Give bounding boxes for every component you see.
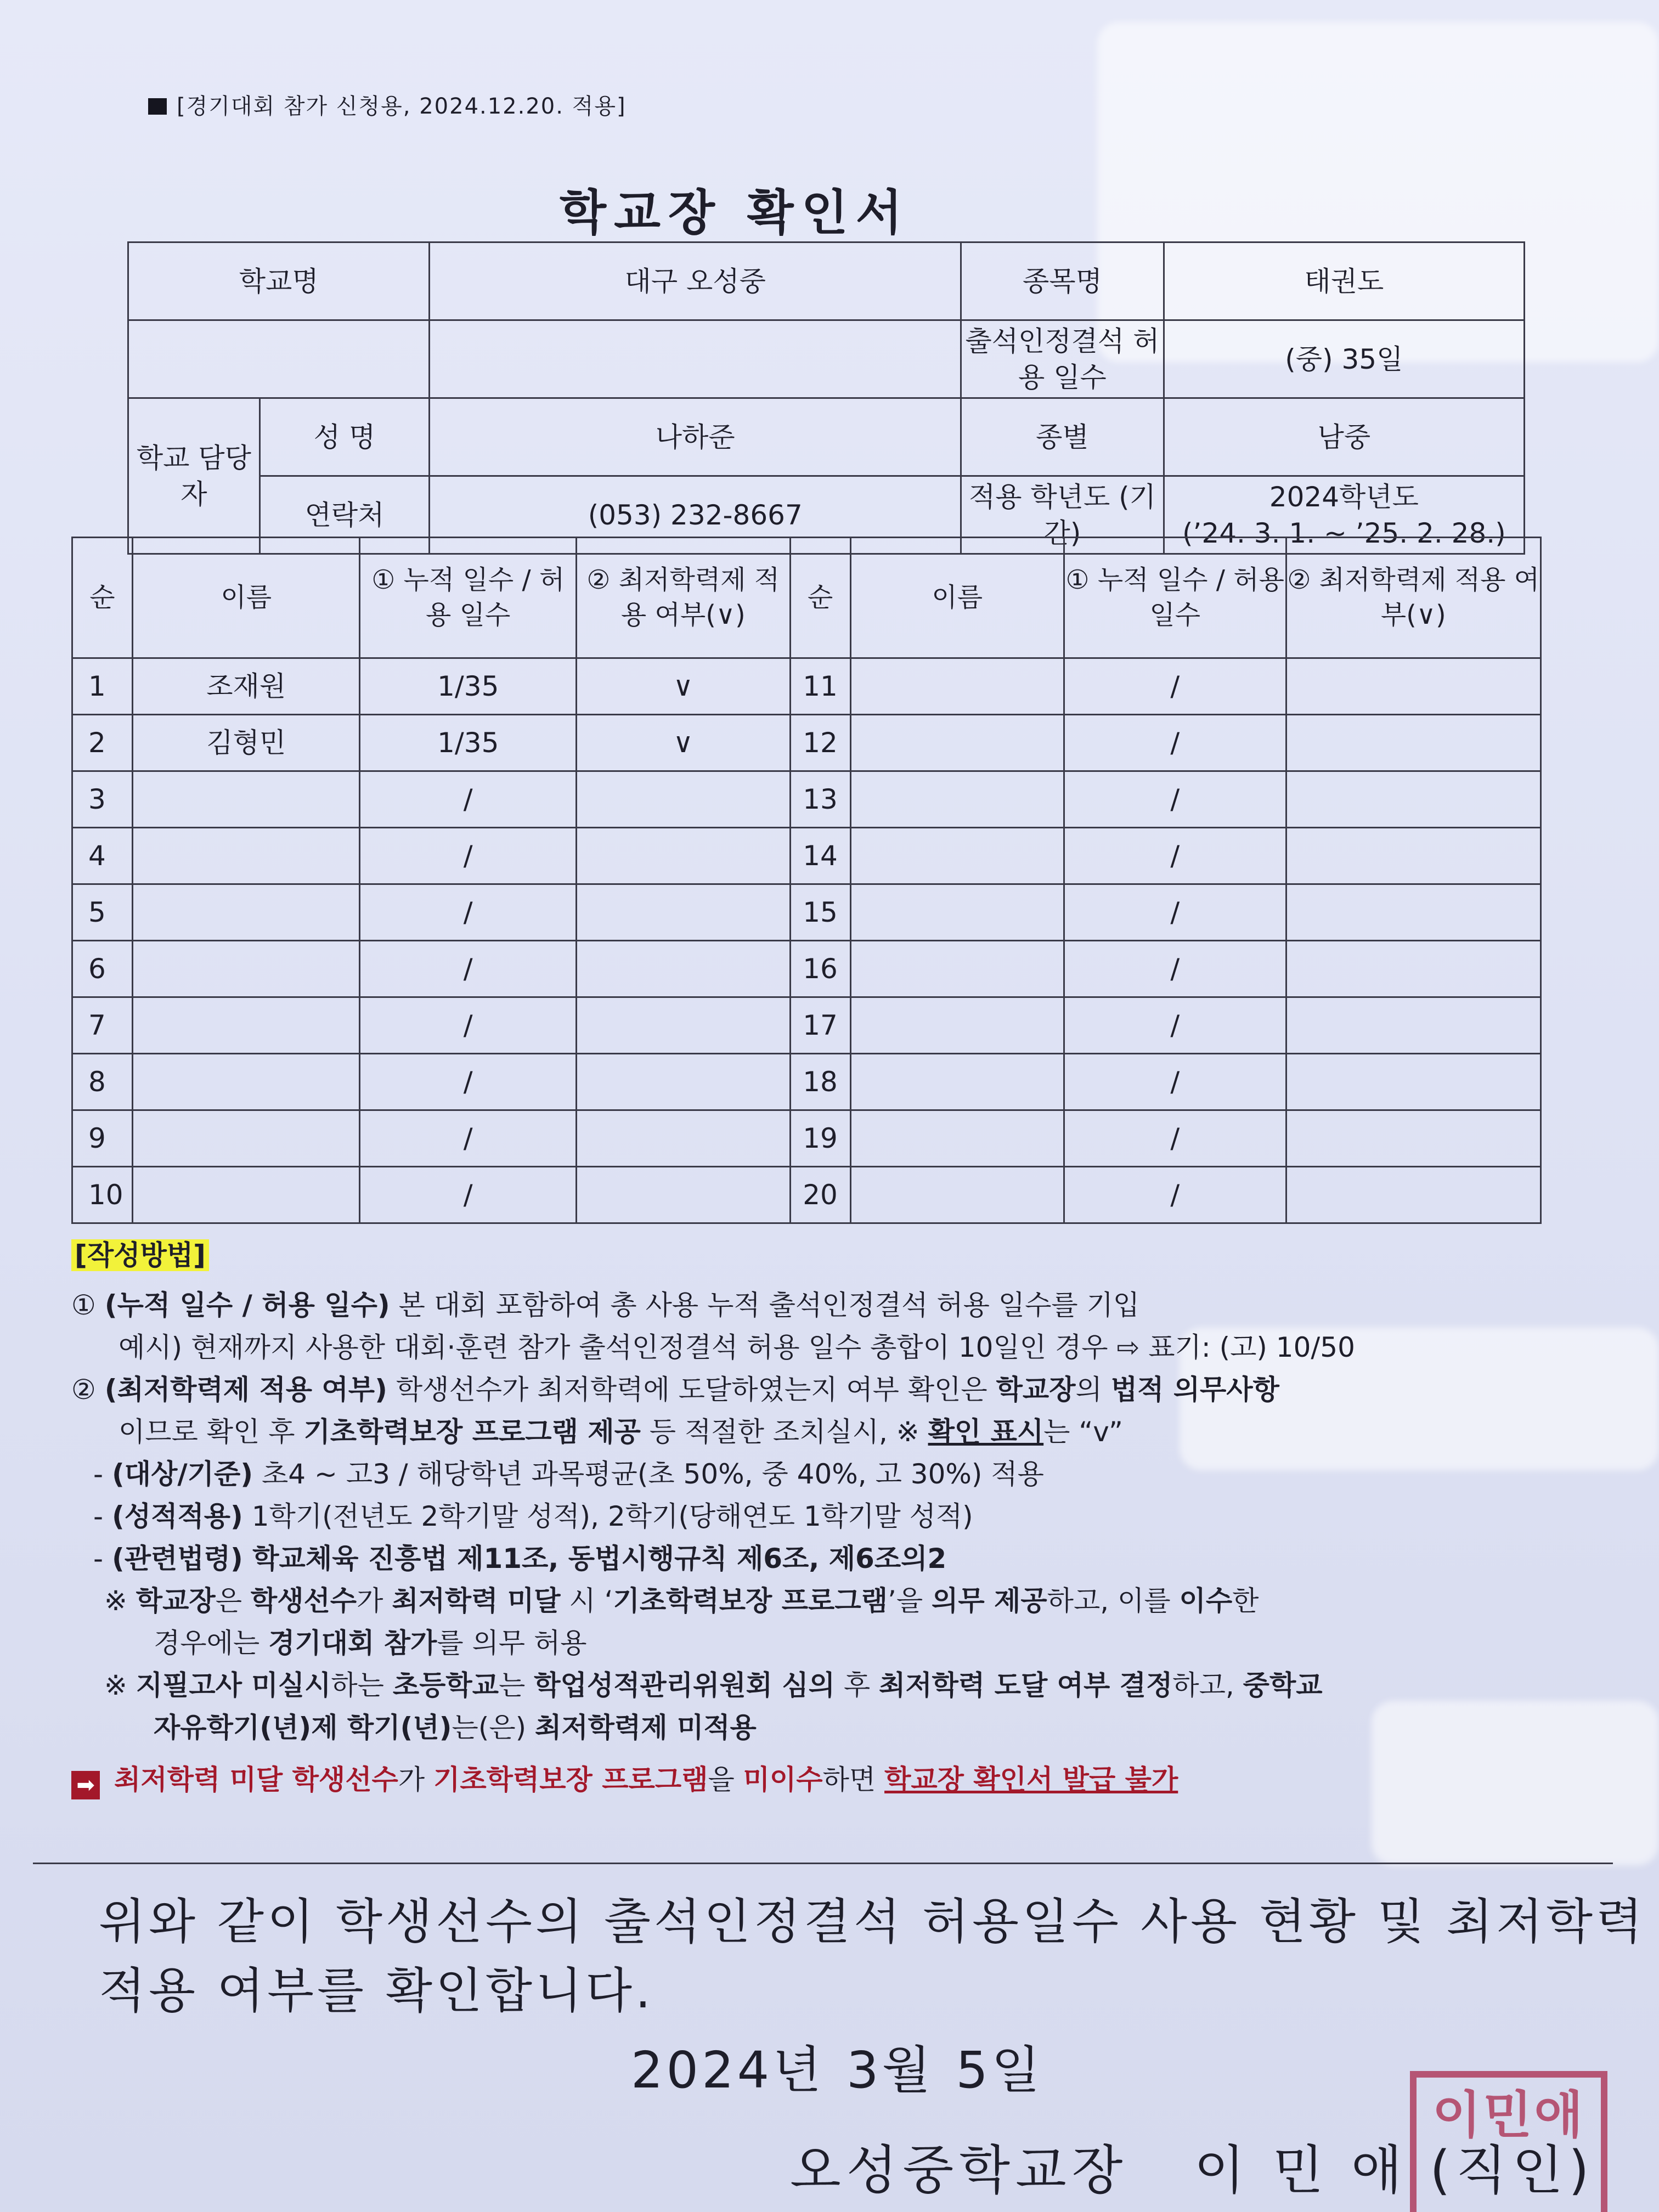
guide-text: 은 xyxy=(215,1585,251,1617)
warning-bold: 기초학력보장 프로그램 xyxy=(433,1764,708,1796)
official-seal-icon: 이민애 xyxy=(1410,2071,1607,2212)
guide-bold: 초등학교 xyxy=(392,1669,499,1701)
guide-text: 1학기(전년도 2학기말 성적), 2학기(당해연도 1학기말 성적) xyxy=(242,1500,973,1532)
cell-no: 14 xyxy=(790,828,850,884)
cell-no: 8 xyxy=(72,1054,133,1110)
col-header-name: 이름 xyxy=(850,538,1064,658)
signer-name: 이 민 애 xyxy=(1194,2140,1408,2201)
warning-line xyxy=(71,1759,1596,1801)
cell-days: / xyxy=(1064,941,1286,997)
col-header-min: ② 최저학력제 적용 여부(∨) xyxy=(577,538,791,658)
cell-min xyxy=(1286,884,1541,941)
gender-value: 남중 xyxy=(1164,398,1524,476)
cell-min: ∨ xyxy=(577,715,791,771)
confirmation-statement xyxy=(99,1887,1646,2025)
cell-no: 15 xyxy=(790,884,850,941)
guide-bold: 이수 xyxy=(1179,1585,1233,1617)
guide-bold: 학업성적관리위원회 심의 xyxy=(534,1669,835,1701)
guide-bold: 경기대회 참가 xyxy=(268,1627,437,1659)
table-row xyxy=(72,941,1541,997)
cell-no: 20 xyxy=(790,1167,850,1223)
col-header-min: ② 최저학력제 적용 여부(∨) xyxy=(1286,538,1541,658)
col-header-days: ① 누적 일수 / 허용 일수 xyxy=(360,538,577,658)
warning-bold: 학교장 확인서 발급 불가 xyxy=(884,1764,1178,1796)
year-text: 2024학년도 xyxy=(1269,481,1419,513)
cell-min xyxy=(577,828,791,884)
table-row xyxy=(72,828,1541,884)
warning-text: 하면 xyxy=(822,1764,885,1796)
writing-guide: [작성방법] ① (누적 일수 / 허용 일수) 본 대회 포함하여 총 사용 누적 출석인정결석 허용 일수를 기입 예시) 현재까지 사용한 대회·훈련 참가 출석인정결석 허용 일수 총합이 10일인 경우 ⇨ 표기: (고) 10/50 ② (최저학력제 적용 여부) 학생선수가 최저학력에 도달하였는지 여부 확인은 학교장의 법적 의무사항 이므로 확인 후 기초학력보장 프로그램 제공 등 적절한 조치실시, ※ 확인 표시는 “v” - (대상/기준) 초4 ~ 고3 / 해당학년 과목평균(초 50%, 중 40%, 고 30%) 적용 - (성적적용) 1학기(전년도 2학기말 성적), 2학기(당해연도 1학기말 성적) - (관련법령) 학교체육 진흥법 제11조, 동법시행규칙 제6조, 제6조의2 ※ 학교장은 학생선수가 최저학력 미달 시 ‘기초학력보장 프로그램’을 의무 제공하고, 이를 이수한 경우에는 경기대회 참가를 의무 허용 ※ 지필고사 미실시하는 초등학교는 학업성적관리위원회 심의 후 최저학력 도달 여부 결정하고, 중학교 자유학기(년)제 학기(년)는(은) 최저학력제 미적용 ➡ 최저학력 미달 학생선수가 기초학력보장 프로그램을 미이수하면 학교장 확인서 발급 불가 xyxy=(71,1234,1596,1801)
cell-days: / xyxy=(360,884,577,941)
gender-label: 종별 xyxy=(961,398,1164,476)
stamp-label: (직인) xyxy=(1430,2140,1595,2201)
cell-name xyxy=(850,658,1064,715)
cell-min xyxy=(1286,1167,1541,1223)
sport-value: 태권도 xyxy=(1164,242,1524,320)
cell-no: 2 xyxy=(72,715,133,771)
arrow-right-icon: ➡ xyxy=(71,1771,100,1799)
guide-bold: (대상/기준) xyxy=(111,1458,253,1490)
cell-no: 12 xyxy=(790,715,850,771)
cell-days: 1/35 xyxy=(360,658,577,715)
cell-min xyxy=(577,884,791,941)
table-row xyxy=(72,771,1541,828)
cell-name xyxy=(850,884,1064,941)
table-row xyxy=(72,1110,1541,1167)
school-value-spacer xyxy=(430,320,961,398)
guide-bold: (관련법령) 학교체육 진흥법 제11조, 동법시행규칙 제6조, 제6조의2 xyxy=(111,1543,947,1575)
guide-text: 후 xyxy=(834,1669,879,1701)
cell-no: 4 xyxy=(72,828,133,884)
table-row xyxy=(72,997,1541,1054)
cell-min xyxy=(1286,941,1541,997)
guide-bold: 법적 의무사항 xyxy=(1110,1374,1279,1406)
guide-text: 초4 ~ 고3 / 해당학년 과목평균(초 50%, 중 40%, 고 30%) 적용 xyxy=(253,1458,1044,1490)
square-bullet-icon xyxy=(148,98,167,115)
guide-bold: 중학교 xyxy=(1243,1669,1323,1701)
guide-bold: 기초학력보장 프로그램 제공 xyxy=(303,1416,641,1448)
roster-table xyxy=(71,537,1542,1224)
guide-text: 하는 xyxy=(331,1669,393,1701)
cell-days: / xyxy=(1064,828,1286,884)
date-year: 2024년 xyxy=(631,2041,825,2100)
guide-text: 가 xyxy=(357,1585,392,1617)
cell-min xyxy=(1286,828,1541,884)
cell-no: 19 xyxy=(790,1110,850,1167)
guide-text: 이므로 확인 후 xyxy=(119,1416,304,1448)
guide-bold: 의무 제공 xyxy=(932,1585,1047,1617)
cell-days: / xyxy=(360,828,577,884)
table-row xyxy=(72,658,1541,715)
cell-days: / xyxy=(1064,884,1286,941)
cell-min xyxy=(1286,771,1541,828)
guide-text: 는 “v” xyxy=(1043,1416,1123,1448)
cell-days: / xyxy=(1064,771,1286,828)
cell-min xyxy=(1286,1110,1541,1167)
cell-no: 13 xyxy=(790,771,850,828)
cell-days: / xyxy=(1064,1110,1286,1167)
guide-bold: 기초학력보장 프로그램 xyxy=(613,1585,888,1617)
name-value: 나하준 xyxy=(430,398,961,476)
warning-text: 가 xyxy=(398,1764,434,1796)
cell-min xyxy=(1286,658,1541,715)
cell-no: 11 xyxy=(790,658,850,715)
warning-text: 을 xyxy=(708,1764,743,1796)
cell-min xyxy=(1286,715,1541,771)
cell-min xyxy=(577,771,791,828)
cell-min xyxy=(577,1110,791,1167)
col-header-no: 순 xyxy=(72,538,133,658)
cell-name xyxy=(132,1110,359,1167)
cell-name xyxy=(850,941,1064,997)
cell-no: 10 xyxy=(72,1167,133,1223)
cell-min xyxy=(1286,1054,1541,1110)
cell-name xyxy=(850,1054,1064,1110)
cell-days: / xyxy=(1064,658,1286,715)
guide-text: 의 xyxy=(1075,1374,1111,1406)
cell-name xyxy=(132,997,359,1054)
cell-no: 17 xyxy=(790,997,850,1054)
manager-label: 학교 담당자 xyxy=(128,398,260,554)
cell-no: 3 xyxy=(72,771,133,828)
cell-min: ∨ xyxy=(577,658,791,715)
cell-days: / xyxy=(1064,997,1286,1054)
cell-days: / xyxy=(1064,715,1286,771)
cell-name xyxy=(850,1110,1064,1167)
cell-no: 16 xyxy=(790,941,850,997)
school-label: 학교명 xyxy=(128,242,430,320)
divider xyxy=(33,1863,1613,1864)
cell-days: / xyxy=(1064,1054,1286,1110)
warning-bold: 미이수 xyxy=(743,1764,823,1796)
guide-text: 시 ‘ xyxy=(560,1585,613,1617)
cell-days: / xyxy=(360,1110,577,1167)
guide-text: 학생선수가 최저학력에 도달하였는지 여부 확인은 xyxy=(387,1374,996,1406)
period-text: (’24. 3. 1. ~ ’25. 2. 28.) xyxy=(1182,517,1506,549)
school-label-spacer xyxy=(128,320,430,398)
signer-title: 오성중학교장 xyxy=(790,2140,1128,2201)
col-header-name: 이름 xyxy=(132,538,359,658)
cell-days: / xyxy=(360,997,577,1054)
guide-bold: 학교장 xyxy=(136,1585,216,1617)
guide-title: [작성방법] xyxy=(71,1239,209,1271)
guide-bold: 학교장 xyxy=(996,1374,1076,1406)
cell-days: / xyxy=(360,941,577,997)
guide-bold: 지필고사 미실시 xyxy=(136,1669,331,1701)
cell-name xyxy=(850,997,1064,1054)
cell-min xyxy=(577,1054,791,1110)
guide-bold: 최저학력 도달 여부 결정 xyxy=(879,1669,1173,1701)
document-title: 학교장 확인서 xyxy=(560,184,910,241)
guide-bold: 학생선수 xyxy=(250,1585,357,1617)
date-month: 3월 xyxy=(847,2041,934,2100)
marker: ② xyxy=(71,1374,96,1406)
guide-item-1-text: 본 대회 포함하여 총 사용 누적 출석인정결석 허용 일수를 기입 xyxy=(390,1289,1140,1321)
guide-item-2-heading: (최저학력제 적용 여부) xyxy=(104,1374,387,1406)
cell-name xyxy=(132,828,359,884)
table-row xyxy=(72,1167,1541,1223)
sport-label: 종목명 xyxy=(961,242,1164,320)
cell-name xyxy=(132,771,359,828)
guide-text: 는(은) xyxy=(452,1712,535,1743)
cell-name xyxy=(132,1054,359,1110)
cell-name xyxy=(850,771,1064,828)
marker: ① xyxy=(71,1289,96,1321)
cell-min xyxy=(1286,997,1541,1054)
name-label: 성 명 xyxy=(259,398,430,476)
cell-name xyxy=(132,941,359,997)
confirmation-line-1: 위와 같이 학생선수의 출석인정결석 허용일수 사용 현황 및 최저학력 xyxy=(99,1893,1646,1950)
guide-bold: 자유학기(년)제 학기(년) xyxy=(154,1712,452,1743)
col-header-days: ① 누적 일수 / 허용 일수 xyxy=(1064,538,1286,658)
cell-name xyxy=(850,715,1064,771)
guide-text: ’을 xyxy=(887,1585,932,1617)
cell-name: 김형민 xyxy=(132,715,359,771)
cell-min xyxy=(577,941,791,997)
table-row xyxy=(72,884,1541,941)
confirmation-line-2: 적용 여부를 확인합니다. xyxy=(99,1962,654,2019)
guide-text: 는 xyxy=(499,1669,534,1701)
cell-days: 1/35 xyxy=(360,715,577,771)
cell-name xyxy=(850,828,1064,884)
absence-value: (중) 35일 xyxy=(1164,320,1524,398)
guide-text: 등 적절한 조치실시, ※ xyxy=(640,1416,928,1448)
guide-bold: (성적적용) xyxy=(111,1500,243,1532)
cell-no: 7 xyxy=(72,997,133,1054)
school-value: 대구 오성중 xyxy=(430,242,961,320)
cell-name: 조재원 xyxy=(132,658,359,715)
guide-bold: 최저학력제 미적용 xyxy=(535,1712,757,1743)
col-header-no: 순 xyxy=(790,538,850,658)
guide-item-1-heading: (누적 일수 / 허용 일수) xyxy=(104,1289,390,1321)
cell-days: / xyxy=(360,771,577,828)
cell-name xyxy=(132,884,359,941)
guide-text: 경우에는 xyxy=(154,1627,269,1659)
cell-name xyxy=(132,1167,359,1223)
guide-text: 하고, 이를 xyxy=(1047,1585,1180,1617)
contact-label: 연락처 xyxy=(259,476,430,554)
cell-no: 9 xyxy=(72,1110,133,1167)
form-note: [경기대회 참가 신청용, 2024.12.20. 적용] xyxy=(148,89,627,120)
contact-value: (053) 232-8667 xyxy=(430,476,961,554)
issue-date xyxy=(620,2030,1054,2102)
cell-days: / xyxy=(360,1054,577,1110)
guide-text: 하고, xyxy=(1172,1669,1243,1701)
cell-days: / xyxy=(360,1167,577,1223)
cell-no: 18 xyxy=(790,1054,850,1110)
table-row xyxy=(72,715,1541,771)
warning-bold: 최저학력 미달 학생선수 xyxy=(114,1764,398,1796)
table-row xyxy=(72,1054,1541,1110)
guide-text: 를 의무 허용 xyxy=(437,1627,587,1659)
cell-no: 1 xyxy=(72,658,133,715)
date-day: 5일 xyxy=(956,2041,1043,2100)
cell-no: 5 xyxy=(72,884,133,941)
cell-min xyxy=(577,997,791,1054)
year-label: 적용 학년도 (기간) xyxy=(961,476,1164,554)
cell-min xyxy=(577,1167,791,1223)
cell-days: / xyxy=(1064,1167,1286,1223)
info-table xyxy=(127,241,1525,555)
absence-label: 출석인정결석 허용 일수 xyxy=(961,320,1164,398)
guide-bold: 확인 표시 xyxy=(928,1416,1044,1448)
cell-name xyxy=(850,1167,1064,1223)
guide-text: 한 xyxy=(1232,1585,1259,1617)
cell-no: 6 xyxy=(72,941,133,997)
guide-bold: 최저학력 미달 xyxy=(392,1585,561,1617)
guide-item-1-example: 예시) 현재까지 사용한 대회·훈련 참가 출석인정결석 허용 일수 총합이 10일인 경우 ⇨ 표기: (고) 10/50 xyxy=(119,1331,1355,1363)
